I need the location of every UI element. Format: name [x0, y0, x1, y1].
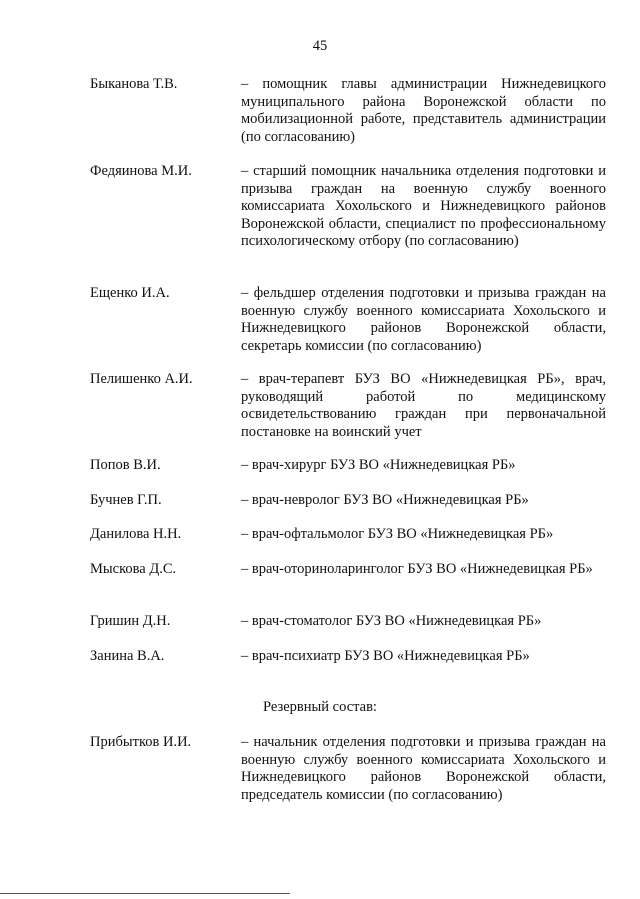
member-role: – помощник главы администрации Нижнедевицкого муниципального района Воронежской области по мобилизационной работе, представитель администрации (по согласованию) — [241, 76, 606, 145]
member-name: Занина В.А. — [90, 648, 165, 664]
member-role: – начальник отделения подготовки и призыва граждан на военную службу военного комиссариата Хохольского и Нижнедевицкого районов Воронежской области, председатель комиссии (по согласованию) — [241, 734, 606, 803]
page-number: 45 — [312, 38, 328, 54]
reserve-section-title: Резервный состав: — [263, 699, 377, 715]
member-role: – врач-стоматолог БУЗ ВО «Нижнедевицкая РБ» — [241, 613, 542, 629]
member-name: Быканова Т.В. — [90, 76, 178, 92]
member-name: Данилова Н.Н. — [90, 526, 182, 542]
member-role: – врач-психиатр БУЗ ВО «Нижнедевицкая РБ» — [241, 648, 530, 664]
member-name: Попов В.И. — [90, 457, 161, 473]
member-role: – врач-хирург БУЗ ВО «Нижнедевицкая РБ» — [241, 457, 516, 473]
footer-divider — [0, 893, 290, 894]
member-role: – врач-офтальмолог БУЗ ВО «Нижнедевицкая РБ» — [241, 526, 554, 542]
member-name: Федяинова М.И. — [90, 163, 192, 179]
member-name: Прибытков И.И. — [90, 734, 192, 750]
member-role: – старший помощник начальника отделения подготовки и призыва граждан на военную службу военного комиссариата Хохольского и Нижнедевицкого районов Воронежской области, специалист по профессиональному психологическому отбору (по согласованию) — [241, 163, 606, 249]
member-name: Мыскова Д.С. — [90, 561, 177, 577]
member-role: – фельдшер отделения подготовки и призыва граждан на военную службу военного комиссариата Хохольского и Нижнедевицкого районов Воронежской области, секретарь комиссии (по согласованию) — [241, 285, 606, 354]
member-name: Ещенко И.А. — [90, 285, 170, 301]
member-name: Пелишенко А.И. — [90, 371, 193, 387]
member-name: Бучнев Г.П. — [90, 492, 162, 508]
member-role: – врач-терапевт БУЗ ВО «Нижнедевицкая РБ», врач, руководящий работой по медицинскому освидетельствованию граждан при первоначальной постановке на воинский учет — [241, 371, 606, 440]
member-role: – врач-невролог БУЗ ВО «Нижнедевицкая РБ» — [241, 492, 529, 508]
member-role: – врач-оториноларинголог БУЗ ВО «Нижнедевицкая РБ» — [241, 561, 593, 577]
member-name: Гришин Д.Н. — [90, 613, 171, 629]
